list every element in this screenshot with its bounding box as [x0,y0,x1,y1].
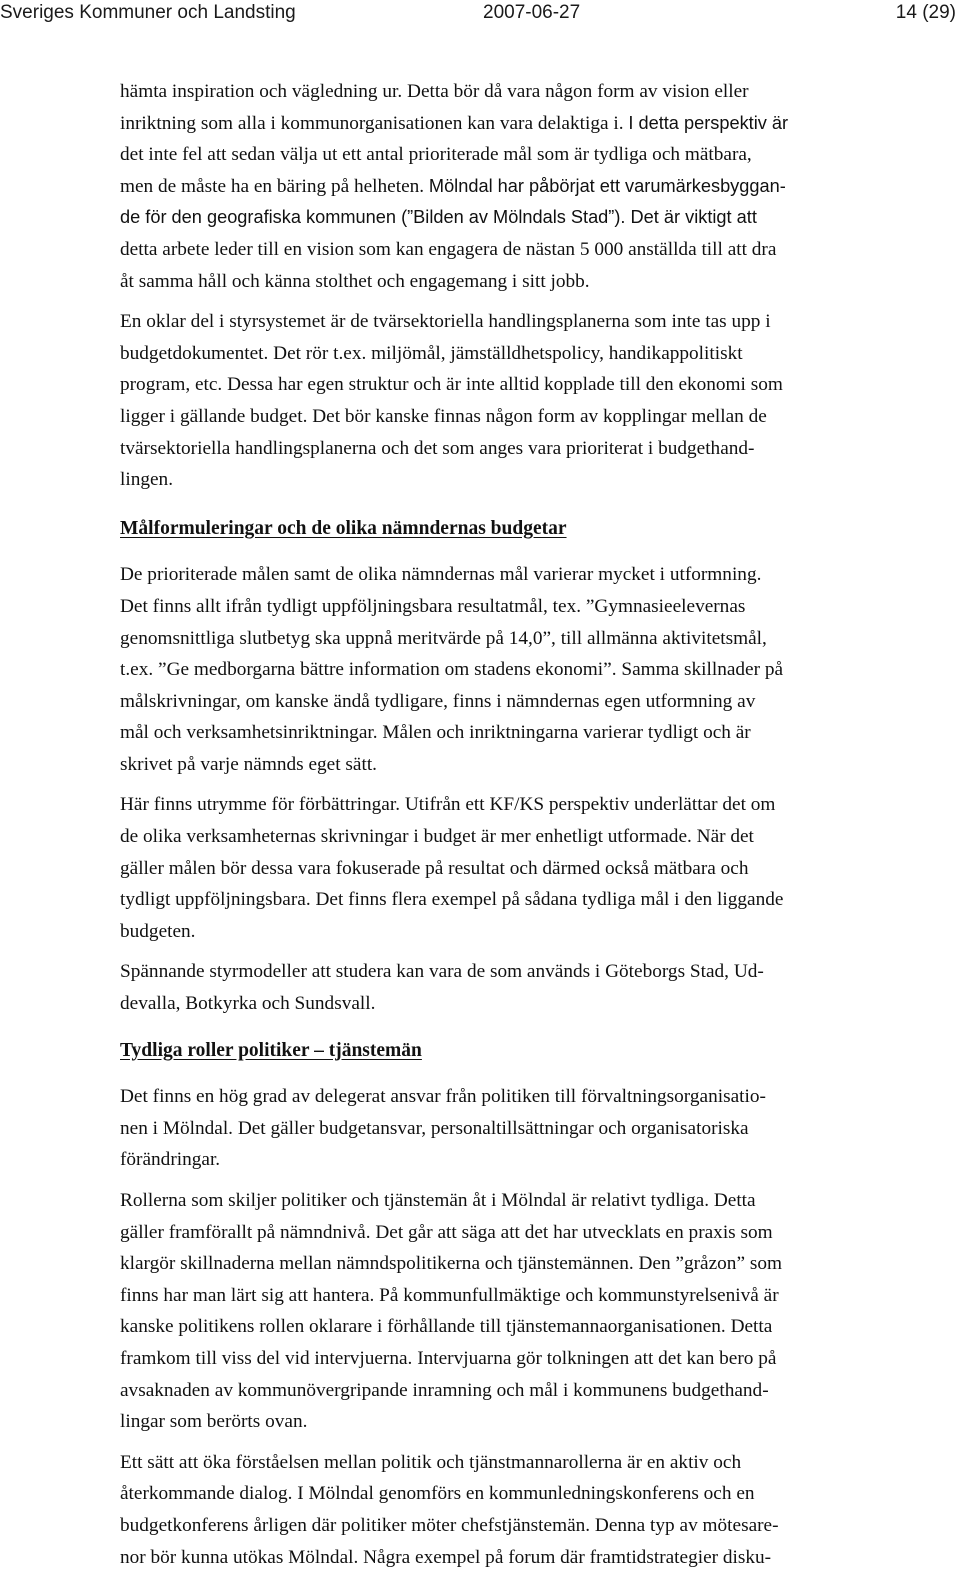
text-line: gäller målen bör dessa vara fokuserade på resultat och därmed också mätbara och [120,857,749,879]
text-line: mål och verksamhetsinriktningar. Målen och inriktningarna varierar tydligt och är [120,722,751,744]
text-line: gäller framförallt på nämndnivå. Det går att säga att det har utvecklats en praxis som [120,1221,773,1243]
text-line: lingen. [120,469,174,491]
text-line: målskrivningar, om kanske ändå tydligare, finns i nämndernas egen utformning av [120,690,756,712]
text-line: Det finns en hög grad av delegerat ansvar från politiken till förvaltningsorganisatio- [120,1086,766,1108]
text-line: program, etc. Dessa har egen struktur och är inte alltid kopplade till den ekonomi som [120,374,783,396]
section-heading-malformuleringar: Målformuleringar och de olika nämndernas budgetar [120,517,567,539]
paragraph-2 [120,306,910,496]
text-line: skrivet på varje nämnds eget sätt. [120,753,378,775]
paragraph-3 [120,559,910,780]
paragraph-6 [120,1081,910,1176]
text-line: detta arbete leder till en vision som kan engagera de nästan 5 000 anställda till att dra [120,238,777,260]
header-date: 2007-06-27 [483,2,581,23]
text-line: hämta inspiration och vägledning ur. Detta bör då vara någon form av vision eller [120,81,749,102]
text-line: Det finns allt ifrån tydligt uppföljningsbara resultatmål, tex. ”Gymnasieelevernas [120,595,746,617]
text-line: Ett sätt att öka förståelsen mellan politik och tjänstmannarollerna är en aktiv och [120,1451,742,1473]
text-line: De prioriterade målen samt de olika nämndernas mål varierar mycket i utformning. [120,564,762,586]
text-line: t.ex. ”Ge medborgarna bättre information om stadens ekonomi”. Samma skillnader på [120,659,784,681]
text-line: åt samma håll och känna stolthet och engagemang i sitt jobb. [120,270,590,292]
text-line: klargör skillnaderna mellan nämndspolitikerna och tjänstemännen. Den ”gråzon” som [120,1253,782,1275]
text-line: En oklar del i styrsystemet är de tvärsektoriella handlingsplanerna som inte tas upp i [120,311,771,333]
header-page-number: 14 (29) [895,2,956,23]
text-line: nen i Mölndal. Det gäller budgetansvar, personaltillsättningar och organisatoriska [120,1117,749,1139]
section-heading-tydliga-roller: Tydliga roller politiker – tjänstemän [120,1039,422,1061]
text-line: kanske politikens rollen oklarare i förhållande till tjänstemannaorganisationen. Detta [120,1316,773,1338]
text-run-sans: Det är viktigt att [630,207,757,228]
paragraph-4 [120,789,910,947]
text-line: men de måste ha en bäring på helheten. Mölndal har påbörjat ett varumärkesbyggan- [120,175,786,197]
text-run-sans: I detta perspektiv är [628,112,789,133]
paragraph-8 [120,1447,910,1573]
text-line: nor bör kunna utökas Mölndal. Några exempel på forum där framtidstrategier disku- [120,1546,772,1568]
paragraph-5 [120,956,910,1019]
text-line: genomsnittliga slutbetyg ska uppnå meritvärde på 14,0”, till allmänna aktivitetsmål, [120,627,767,649]
text-line: budgeten. [120,920,196,942]
text-line: Här finns utrymme för förbättringar. Utifrån ett KF/KS perspektiv underlättar det om [120,794,776,816]
paragraph-1 [120,76,910,297]
page-header [0,0,960,30]
text-line: budgetkonferens årligen där politiker möter chefstjänstemän. Denna typ av mötesare- [120,1514,779,1536]
text-line: finns har man lärt sig att hantera. På kommunfullmäktige och kommunstyrelsenivå är [120,1284,779,1306]
text-line: devalla, Botkyrka och Sundsvall. [120,993,376,1015]
text-line: lingar som berörts ovan. [120,1411,308,1433]
text-line: ligger i gällande budget. Det bör kanske finnas någon form av kopplingar mellan de [120,405,767,427]
text-line: tydligt uppföljningsbara. Det finns flera exempel på sådana tydliga mål i den liggande [120,889,784,911]
text-line: Rollerna som skiljer politiker och tjänstemän åt i Mölndal är relativt tydliga. Detta [120,1190,756,1211]
text-line: det inte fel att sedan välja ut ett antal prioriterade mål som är tydliga och mätbara, [120,144,752,166]
text-line: framkom till viss del vid intervjuerna. Intervjuarna gör tolkningen att det kan bero på [120,1347,777,1369]
text-line: återkommande dialog. I Mölndal genomförs en kommunledningskonferens och en [120,1483,755,1505]
text-line: de för den geografiska kommunen (”Bilden av Mölndals Stad”). Det är viktigt att [120,207,757,228]
text-line: budgetdokumentet. Det rör t.ex. miljömål, jämställdhetspolicy, handikappolitiskt [120,342,743,364]
text-run-sans: Mölndal har påbörjat ett varumärkesbyggan- [428,175,786,196]
paragraph-7 [120,1185,910,1438]
text-line: Spännande styrmodeller att studera kan vara de som används i Göteborgs Stad, Ud- [120,961,764,983]
text-line: förändringar. [120,1149,221,1171]
text-line: avsaknaden av kommunövergripande inramning och mål i kommunens budgethand- [120,1379,769,1401]
text-line: de olika verksamheternas skrivningar i budget är mer enhetligt utformade. När det [120,826,754,848]
header-organization: Sveriges Kommuner och Landsting [0,2,296,23]
document-body [120,76,910,1573]
text-line: tvärsektoriella handlingsplanerna och det som anges vara prioriterat i budgethand- [120,437,755,459]
text-line: inriktning som alla i kommunorganisationen kan vara delaktiga i. I detta perspektiv är [120,112,789,134]
